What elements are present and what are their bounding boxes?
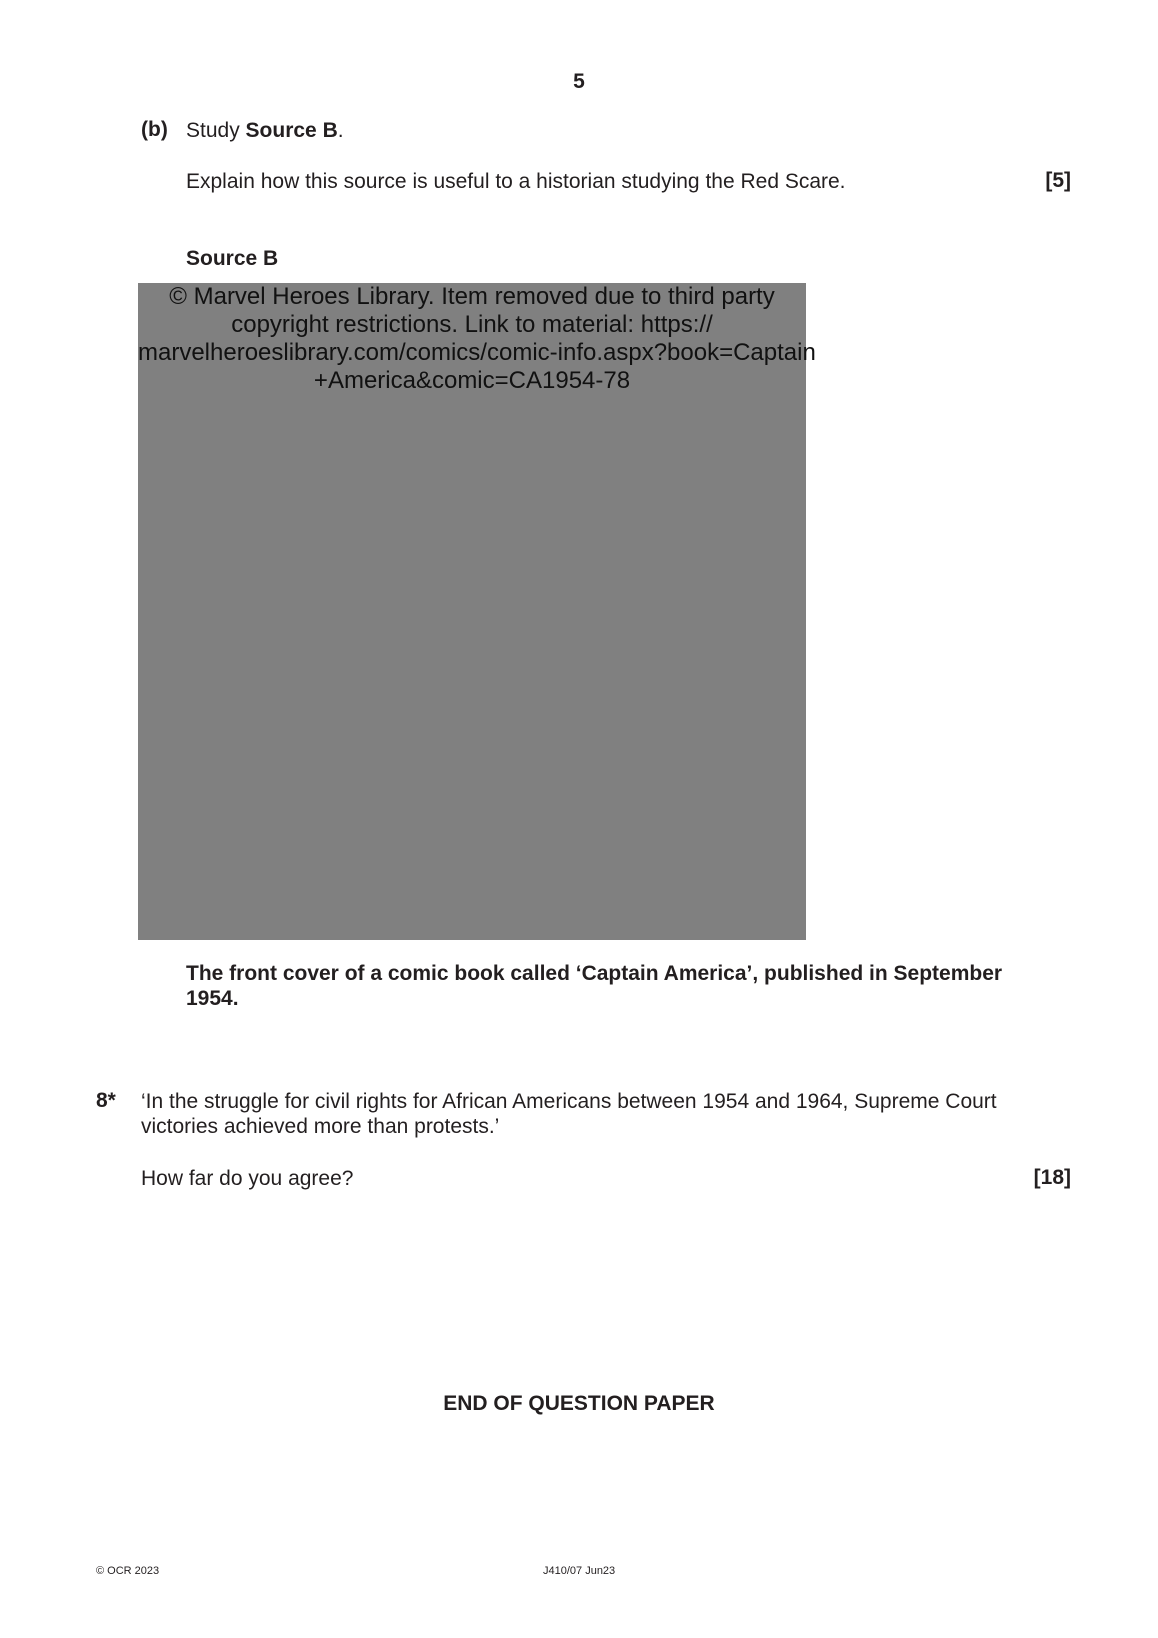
notice-line: © Marvel Heroes Library. Item removed due to third party xyxy=(169,283,775,310)
caption-line: 1954. xyxy=(186,987,239,1010)
instruction-suffix: . xyxy=(337,119,344,142)
question-8-marks: [18] xyxy=(1033,1166,1071,1189)
part-b-marks: [5] xyxy=(1045,169,1071,192)
page-number: 5 xyxy=(573,70,585,93)
question-8-label: 8* xyxy=(96,1089,116,1112)
question-8-prompt: How far do you agree? xyxy=(141,1167,354,1190)
source-heading: Source B xyxy=(186,247,279,270)
source-image-placeholder xyxy=(138,283,816,940)
end-of-paper: END OF QUESTION PAPER xyxy=(443,1392,715,1415)
part-b-instruction xyxy=(186,118,344,143)
instruction-prefix: Study xyxy=(186,119,240,142)
source-caption xyxy=(186,961,1046,1011)
notice-line: marvelheroeslibrary.com/comics/comic-info.aspx?book=Captain xyxy=(138,339,816,366)
quote-line: ‘In the struggle for civil rights for African Americans between 1954 and 1964, Supreme Court xyxy=(141,1090,997,1113)
question-8-quote xyxy=(141,1089,1081,1139)
instruction-source: Source B xyxy=(245,119,338,142)
caption-line: The front cover of a comic book called ‘Captain America’, published in September xyxy=(186,962,1003,985)
quote-line: victories achieved more than protests.’ xyxy=(141,1115,500,1138)
notice-line: +America&comic=CA1954-78 xyxy=(313,367,631,394)
part-b-question: Explain how this source is useful to a historian studying the Red Scare. xyxy=(186,170,846,193)
footer-paper-code: J410/07 Jun23 xyxy=(543,1565,616,1577)
notice-line: copyright restrictions. Link to material: https:// xyxy=(231,311,713,338)
part-b-label: (b) xyxy=(141,118,168,141)
footer-copyright: © OCR 2023 xyxy=(96,1565,160,1577)
copyright-notice xyxy=(138,283,816,395)
